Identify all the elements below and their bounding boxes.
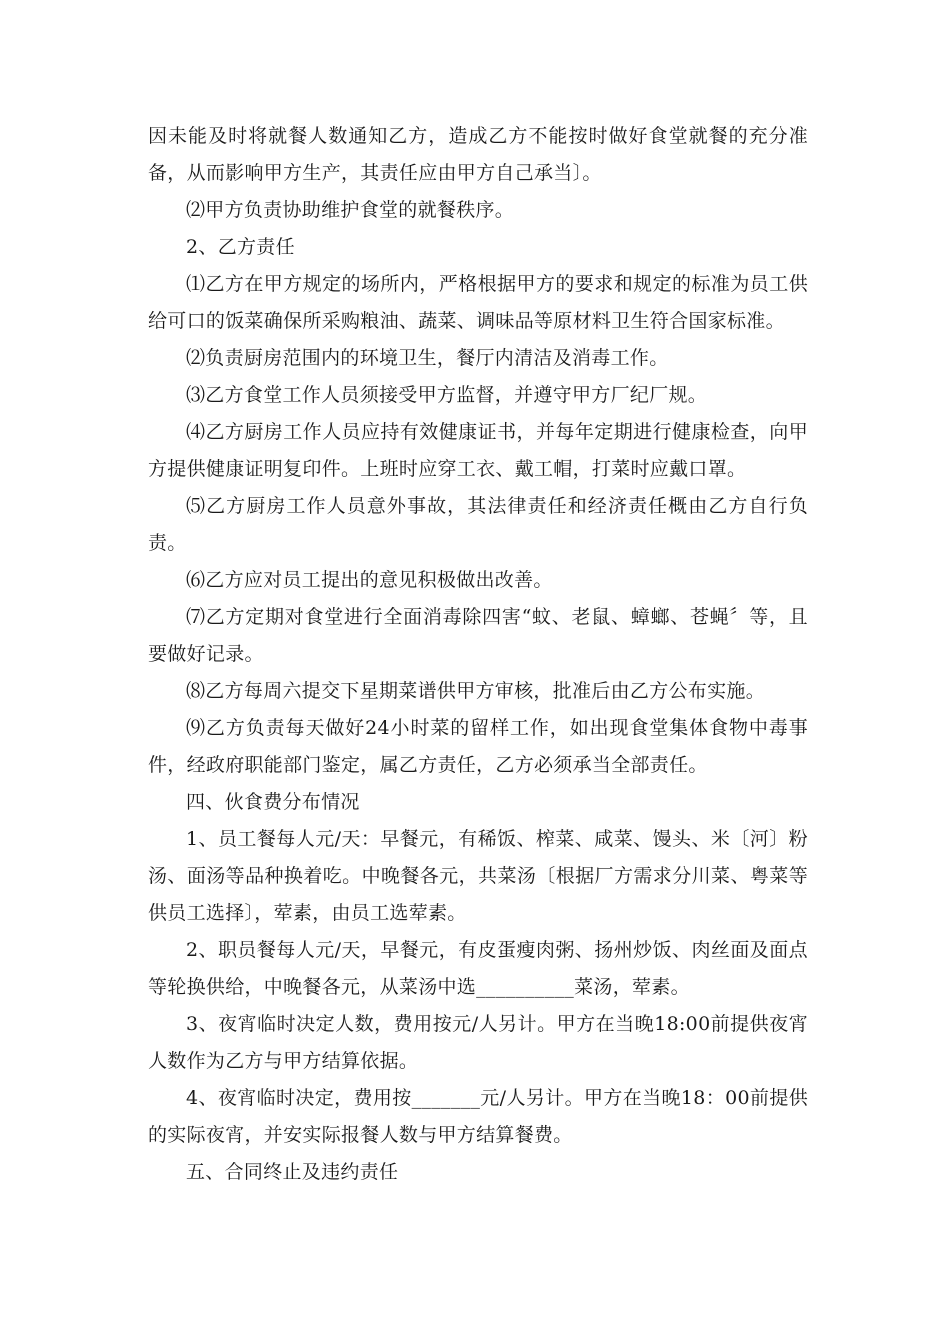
paragraph-2: ⑵甲方负责协助维护食堂的就餐秩序。 (186, 199, 515, 221)
paragraph-16: 3、夜宵临时决定人数，费用按元/人另计。甲方在当晚18:00前提供夜宵人数作为乙方与甲方结算依据。 (148, 1013, 808, 1072)
paragraph-11: ⑻乙方每周六提交下星期菜谱供甲方审核，批准后由乙方公布实施。 (186, 680, 766, 702)
paragraph-9: ⑹乙方应对员工提出的意见积极做出改善。 (186, 569, 553, 591)
paragraph-8: ⑸乙方厨房工作人员意外事故，其法律责任和经济责任概由乙方自行负责。 (148, 495, 808, 554)
paragraph-14: 1、员工餐每人元/天：早餐元，有稀饭、榨菜、咸菜、馒头、米〔河〕粉汤、面汤等品种换着吃。中晚餐各元，共菜汤〔根据厂方需求分川菜、粤菜等供员工选择〕，荤素，由员工选荤素。 (148, 828, 808, 924)
paragraph-4: ⑴乙方在甲方规定的场所内，严格根据甲方的要求和规定的标准为员工供给可口的饭菜确保所采购粮油、蔬菜、调味品等原材料卫生符合国家标准。 (148, 273, 808, 332)
section-heading-party-b-responsibility: 2、乙方责任 (186, 236, 295, 258)
paragraph-15: 2、职员餐每人元/天，早餐元，有皮蛋瘦肉粥、扬州炒饭、肉丝面及面点等轮换供给，中晚餐各元，从菜汤中选__________菜汤，荤素。 (148, 939, 808, 998)
document-page (148, 118, 808, 1191)
paragraph-10: ⑺乙方定期对食堂进行全面消毒除四害“蚊、老鼠、蟑螂、苍蝇〞等，且要做好记录。 (148, 606, 808, 665)
paragraph-6: ⑶乙方食堂工作人员须接受甲方监督，并遵守甲方厂纪厂规。 (186, 384, 708, 406)
section-heading-termination: 五、合同终止及违约责任 (186, 1161, 399, 1183)
paragraph-7: ⑷乙方厨房工作人员应持有效健康证书，并每年定期进行健康检查，向甲方提供健康证明复印件。上班时应穿工衣、戴工帽，打菜时应戴口罩。 (148, 421, 808, 480)
paragraph-12: ⑼乙方负责每天做好24小时菜的留样工作，如出现食堂集体食物中毒事件，经政府职能部门鉴定，属乙方责任，乙方必须承当全部责任。 (148, 717, 808, 776)
paragraph-17: 4、夜宵临时决定，费用按_______元/人另计。甲方在当晚18：00前提供的实际夜宵，并安实际报餐人数与甲方结算餐费。 (148, 1087, 808, 1146)
paragraph-1: 因未能及时将就餐人数通知乙方，造成乙方不能按时做好食堂就餐的充分准备，从而影响甲方生产，其责任应由甲方自己承当〕。 (148, 125, 808, 184)
section-heading-meal-fees: 四、伙食费分布情况 (186, 791, 360, 813)
paragraph-5: ⑵负责厨房范围内的环境卫生，餐厅内清洁及消毒工作。 (186, 347, 669, 369)
